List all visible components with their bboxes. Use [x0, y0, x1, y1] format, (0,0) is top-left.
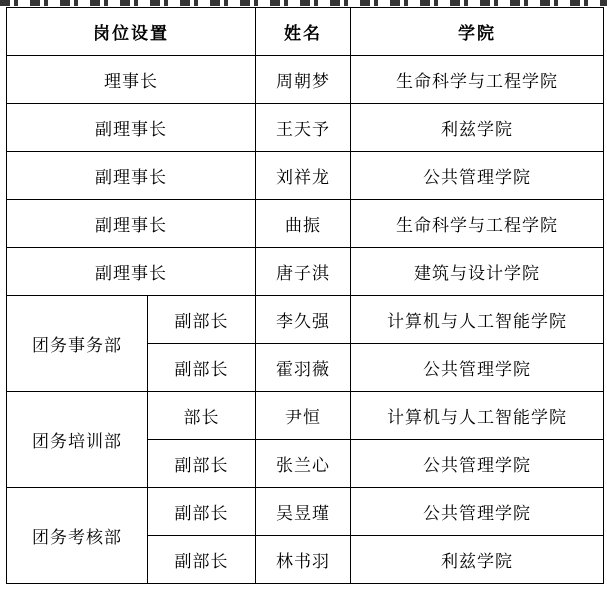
name-cell: 王天予 [256, 104, 351, 152]
name-cell: 林书羽 [256, 536, 351, 584]
college-cell: 利兹学院 [351, 104, 604, 152]
department-cell: 团务培训部 [7, 392, 148, 488]
college-cell: 计算机与人工智能学院 [351, 392, 604, 440]
name-cell: 周朝梦 [256, 56, 351, 104]
position-roster-table [6, 7, 604, 584]
position-cell: 副理事长 [7, 200, 256, 248]
college-cell: 生命科学与工程学院 [351, 56, 604, 104]
name-cell: 刘祥龙 [256, 152, 351, 200]
college-cell: 公共管理学院 [351, 440, 604, 488]
department-cell: 团务事务部 [7, 296, 148, 392]
role-cell: 部长 [148, 392, 256, 440]
college-cell: 公共管理学院 [351, 152, 604, 200]
role-cell: 副部长 [148, 344, 256, 392]
table-row [7, 392, 604, 440]
department-cell: 团务考核部 [7, 488, 148, 584]
table-row [7, 152, 604, 200]
role-cell: 副部长 [148, 488, 256, 536]
name-cell: 张兰心 [256, 440, 351, 488]
table-row [7, 248, 604, 296]
position-cell: 副理事长 [7, 152, 256, 200]
college-cell: 公共管理学院 [351, 488, 604, 536]
name-cell: 曲振 [256, 200, 351, 248]
header-college: 学院 [351, 8, 604, 56]
name-cell: 唐子淇 [256, 248, 351, 296]
table-row [7, 488, 604, 536]
cropped-text-line [0, 0, 607, 6]
table-row [7, 200, 604, 248]
header-name: 姓名 [256, 8, 351, 56]
college-cell: 生命科学与工程学院 [351, 200, 604, 248]
role-cell: 副部长 [148, 440, 256, 488]
college-cell: 建筑与设计学院 [351, 248, 604, 296]
position-cell: 副理事长 [7, 248, 256, 296]
college-cell: 公共管理学院 [351, 344, 604, 392]
table-row [7, 56, 604, 104]
college-cell: 利兹学院 [351, 536, 604, 584]
name-cell: 李久强 [256, 296, 351, 344]
table-row [7, 296, 604, 344]
college-cell: 计算机与人工智能学院 [351, 296, 604, 344]
name-cell: 霍羽薇 [256, 344, 351, 392]
header-position: 岗位设置 [7, 8, 256, 56]
role-cell: 副部长 [148, 296, 256, 344]
position-cell: 副理事长 [7, 104, 256, 152]
table-row [7, 104, 604, 152]
position-cell: 理事长 [7, 56, 256, 104]
name-cell: 尹恒 [256, 392, 351, 440]
name-cell: 吴昱瑾 [256, 488, 351, 536]
table-header-row [7, 8, 604, 56]
role-cell: 副部长 [148, 536, 256, 584]
